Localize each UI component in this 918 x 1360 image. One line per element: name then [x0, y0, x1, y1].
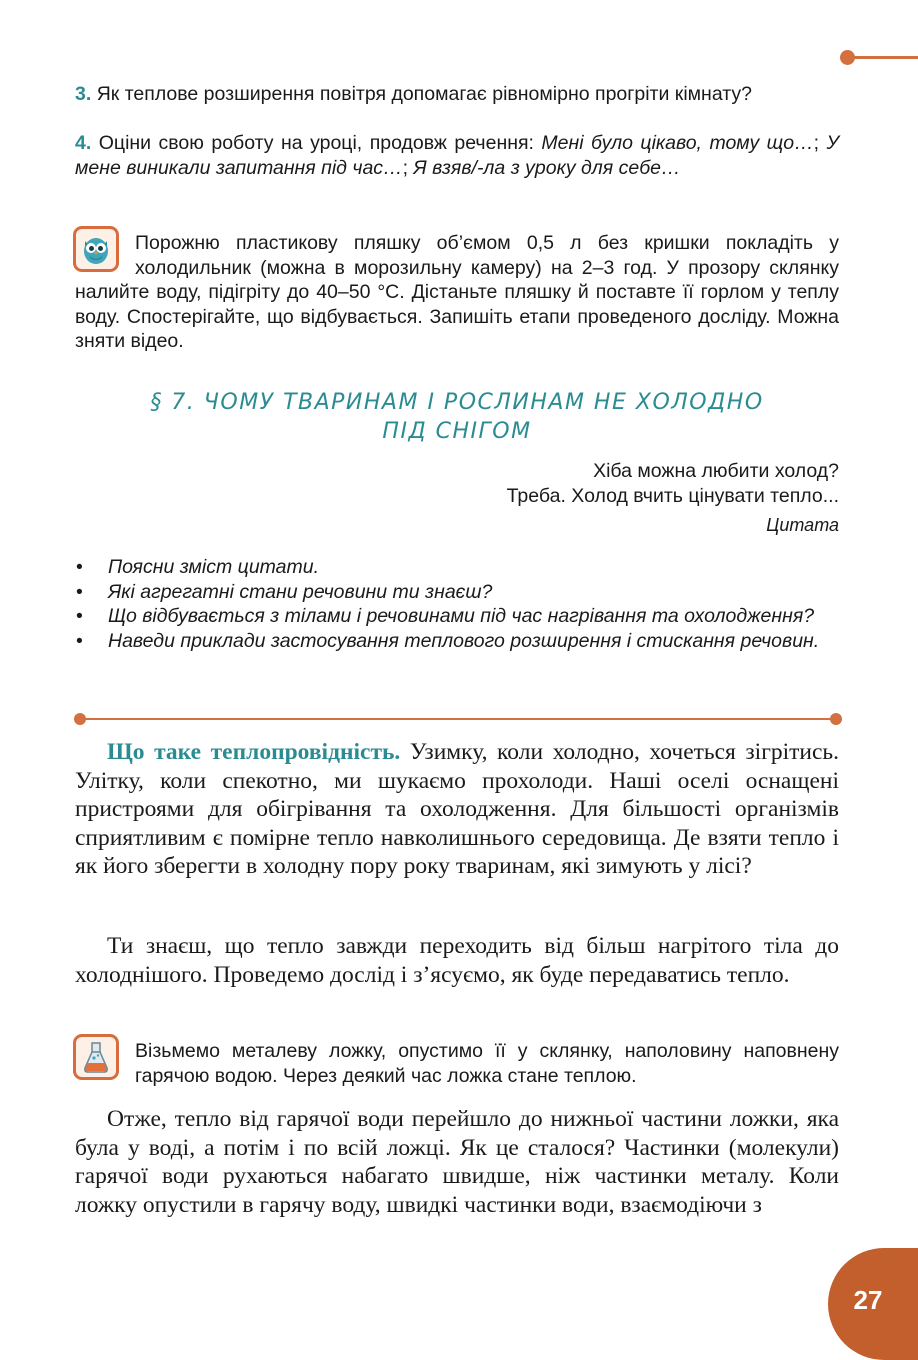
prompt-separator: ;	[813, 132, 827, 154]
experiment-spoon-text: Візьмемо металеву ложку, опустимо її у склянку, наполовину наповнену гарячою водою. Через деякий час ложка стане теплою.	[135, 1040, 839, 1087]
epigraph	[400, 459, 839, 538]
list-item: • Наведи приклади застосування теплового розширення і стискання речовин.	[76, 629, 820, 652]
experiment-task-text: Порожню пластикову пляшку об’ємом 0,5 л без кришки покладіть у холодильник (можна в морозильну камеру) на 2–3 год. У прозору склянку налийте воду, підігріту до 40–50 °С. Дістаньте пляшку й поставте її горлом у теплу воду. Спостерігайте, що відбувається. Запишіть етапи проведеного досліду. Можна зняти відео.	[75, 232, 839, 352]
paragraph-heat-transfer: Ти знаєш, що тепло завжди переходить від більш нагрітого тіла до холоднішого. Проведемо дослід і з’ясуємо, як буде передаватись тепло.	[75, 933, 839, 988]
top-decorative-rule	[847, 56, 918, 59]
section-title-line-1: § 7. ЧОМУ ТВАРИНАМ І РОСЛИНАМ НЕ ХОЛОДНО	[150, 390, 764, 415]
paragraph-thermal-conductivity: Що таке теплопровідність. Узимку, коли холодно, хочеться зігрітись. Улітку, коли спекотно, ми шукаємо прохолоди. Наші оселі оснащені пристроями для обігрівання та охолодження. Для більшості організмів сприятливим є помірне тепло навколишнього середовища. Де взяти тепло і як його зберегти в холодну пору року тваринам, які зимують у лісі?	[75, 739, 839, 879]
list-item: • Які агрегатні стани речовини ти знаєш?	[76, 580, 493, 603]
question-number: 3.	[75, 83, 92, 105]
question-text: Як теплове розширення повітря допомагає рівномірно прогріти кімнату?	[96, 83, 752, 105]
sentence-prompt-2: У мене виникали запитання під час…	[75, 132, 839, 179]
divider-dot-left	[74, 713, 86, 725]
question-number: 4.	[75, 132, 92, 154]
epigraph-line-1: Хіба можна любити холод?	[593, 460, 839, 482]
epigraph-source: Цитата	[766, 515, 839, 535]
divider-dot-right	[830, 713, 842, 725]
question-bullets	[75, 555, 839, 653]
section-title-line-2: ПІД СНІГОМ	[382, 419, 532, 444]
prompt-separator: ;	[402, 156, 414, 179]
sentence-prompt-1: Мені було цікаво, тому що…	[541, 132, 814, 154]
page-number: 27	[853, 1285, 883, 1315]
question-4	[75, 131, 839, 180]
top-rule-dot	[840, 50, 855, 65]
question-3	[75, 82, 839, 107]
paragraph-spoon-explanation: Отже, тепло від гарячої води перейшло до нижньої частини ложки, яка була у воді, а потім і по всій ложці. Як це сталося? Частинки (молекули) гарячої води рухаються набагато швидше, ніж частинки металу. Коли ложку опустили в гарячу воду, швидкі частинки води, взаємодіючи з	[75, 1106, 839, 1218]
paragraph-lead: Що таке теплопровідність.	[107, 739, 401, 765]
section-title	[75, 388, 839, 446]
section-divider	[80, 718, 836, 720]
list-item: • Що відбувається з тілами і речовинами під час нагрівання та охолодження?	[76, 605, 815, 627]
question-text: Оціни свою роботу на уроці, продовж речення:	[98, 132, 542, 154]
epigraph-line-2: Треба. Холод вчить цінувати тепло...	[506, 484, 839, 507]
list-item: • Поясни зміст цитати.	[76, 556, 320, 578]
sentence-prompt-3: Я взяв/-ла з уроку для себе…	[413, 156, 681, 179]
